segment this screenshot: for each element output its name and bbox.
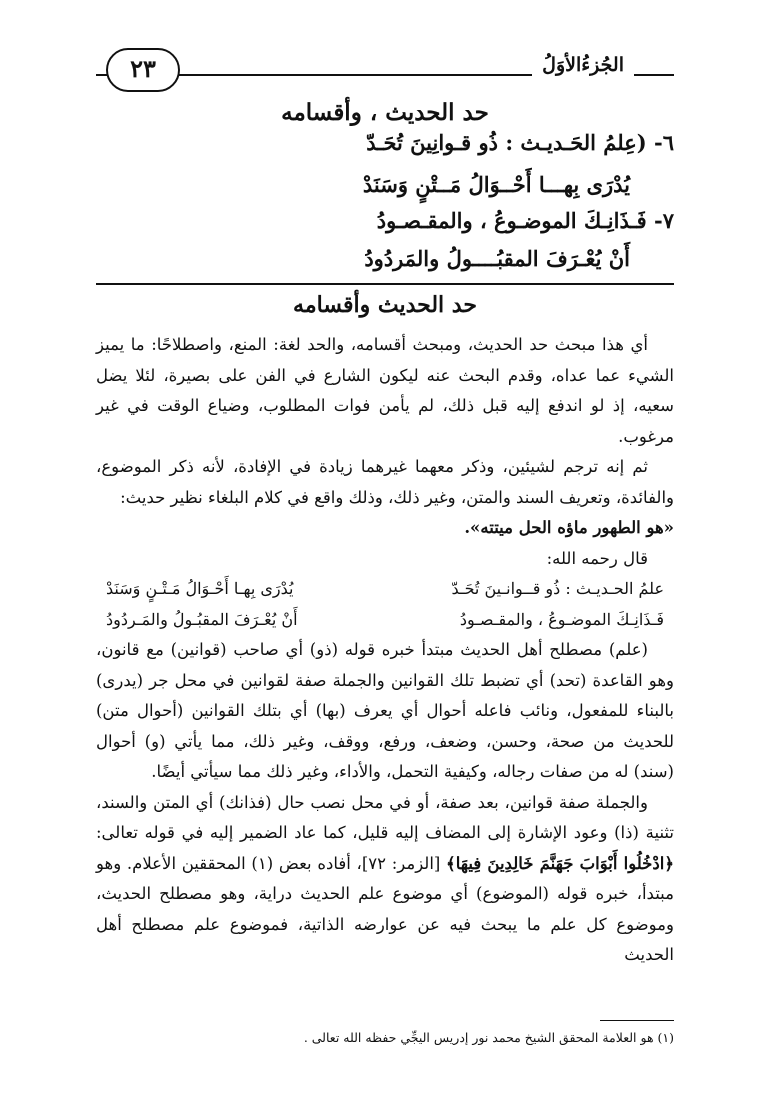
page-number: ٢٣ — [106, 48, 180, 92]
poem-verse-3: ٧- فَـذَانِـكَ الموضـوعُ ، والمقـصـودُ — [376, 208, 674, 233]
hadith-quote: «هو الطهور ماؤه الحل ميتته». — [464, 518, 674, 537]
couplet-2-second-hemistich: أَنْ يُعْـرَفَ المقبُـولُ والمَـردُودُ — [106, 609, 298, 629]
couplet-1-first-hemistich: علمُ الحـديـث : ذُو قــوانـينَ تُحَـدّ — [451, 579, 664, 598]
couplet-1-second-hemistich: يُدْرَى بِهـا أَحْـوَالُ مَـتْـنٍ وَسَنَدْ — [106, 579, 294, 598]
running-header — [96, 44, 674, 84]
paragraph-translation: ثم إنه ترجم لشيئين، وذكر معهما غيرهما زيادة في الإفادة، لأنه ذكر الموضوع، والفائدة، وتعريف السند والمتن، وغير ذلك، وذلك واقع في كلام البلغاء نظير حديث: — [96, 457, 674, 507]
paragraph-grammar — [96, 788, 674, 971]
paragraph-grammar-start: والجملة صفة قوانين، بعد صفة، أو في محل نصب حال (فذانك) أي المتن والسند، تثنية (ذا) وعود الإشارة إلى المضاف إليه قليل، كما عاد الضمير إليه في قوله تعالى: — [96, 792, 674, 842]
quran-reference: [الزمر: ٧٢]، — [350, 853, 447, 873]
footnote-rule — [600, 1020, 674, 1021]
footnote: (١) هو العلامة المحقق الشيخ محمد نور إدريس اليجِّي حفظه الله تعالى . — [303, 1030, 674, 1045]
paragraph-grammar-end: أفاده بعض (١) المحققين الأعلام. وهو مبتدأ، خبره قوله (الموضوع) أي موضوع علم الحديث دراية، وهو مصطلح الحديث، وموضوع كل علم ما يبحث فيه عن عوارضه الذاتية، فموضوع علم مصطلح أهل الحديث — [96, 853, 674, 964]
running-title: الجُزءُالأوَلُ — [532, 50, 634, 80]
paragraph-definition: أي هذا مبحث حد الحديث، ومبحث أقسامه، والحد لغة: المنع، واصطلاحًا: ما يميز الشيء عما عداه، وقدم البحث عنه ليكون الشارع في الفن على بصيرة، لئلا يضل سعيه، إذ لو اندفع إليه قبل ذلك، لم يأمن فوات المطلوب، وضياع الوقت في غير مرغوب. — [96, 335, 674, 446]
poem-verse-2: يُدْرَى بِهـــا أَحْــوَالُ مَــتْنٍ وَسَنَدْ — [362, 172, 630, 197]
quote-intro: قال رحمه الله: — [546, 548, 648, 568]
commentary-title: حد الحديث وأقسامه — [293, 292, 477, 318]
quran-verse: ﴿ادْخُلُوا أَبْوَابَ جَهَنَّمَ خَالِدِينَ فِيهَا﴾ — [446, 853, 674, 873]
paragraph-explanation: (علم) مصطلح أهل الحديث مبتدأ خبره قوله (ذو) أي صاحب (قوانين) مع قانون، وهو القاعدة (تحد) أي تضبط تلك القوانين والجملة صفة لقوانين في محل جر (يدرى) بالبناء للمفعول، ونائب فاعله أحوال أي يعرف (بها) أي بتلك القوانين (أحوال متن) للحديث من صحة، وحسن، وضعف، ورفع، ووقف، وغير ذلك، مما يأتي (و) أحوال (سند) له من صفات رجاله، وكيفية التحمل، والأداء، وغير ذلك مما سيأتي أيضًا. — [96, 640, 674, 781]
commentary-body — [96, 330, 674, 971]
poem-verse-1: ٦- (عِلمُ الحَـديـث : ذُو قـوانِينَ تُحَـدّ — [366, 130, 674, 155]
poem-section-title: حد الحديث ، وأقسامه — [281, 99, 489, 126]
couplet-row-2 — [96, 605, 674, 636]
couplet-2-first-hemistich: فَـذَانِـكَ الموضـوعُ ، والمقـصـودُ — [459, 609, 664, 629]
poem-divider — [96, 283, 674, 285]
couplet-row-1 — [96, 574, 674, 605]
poem-verse-4: أَنْ يُعْـرَفَ المقبُــــولُ والمَردُودُ — [364, 246, 630, 271]
